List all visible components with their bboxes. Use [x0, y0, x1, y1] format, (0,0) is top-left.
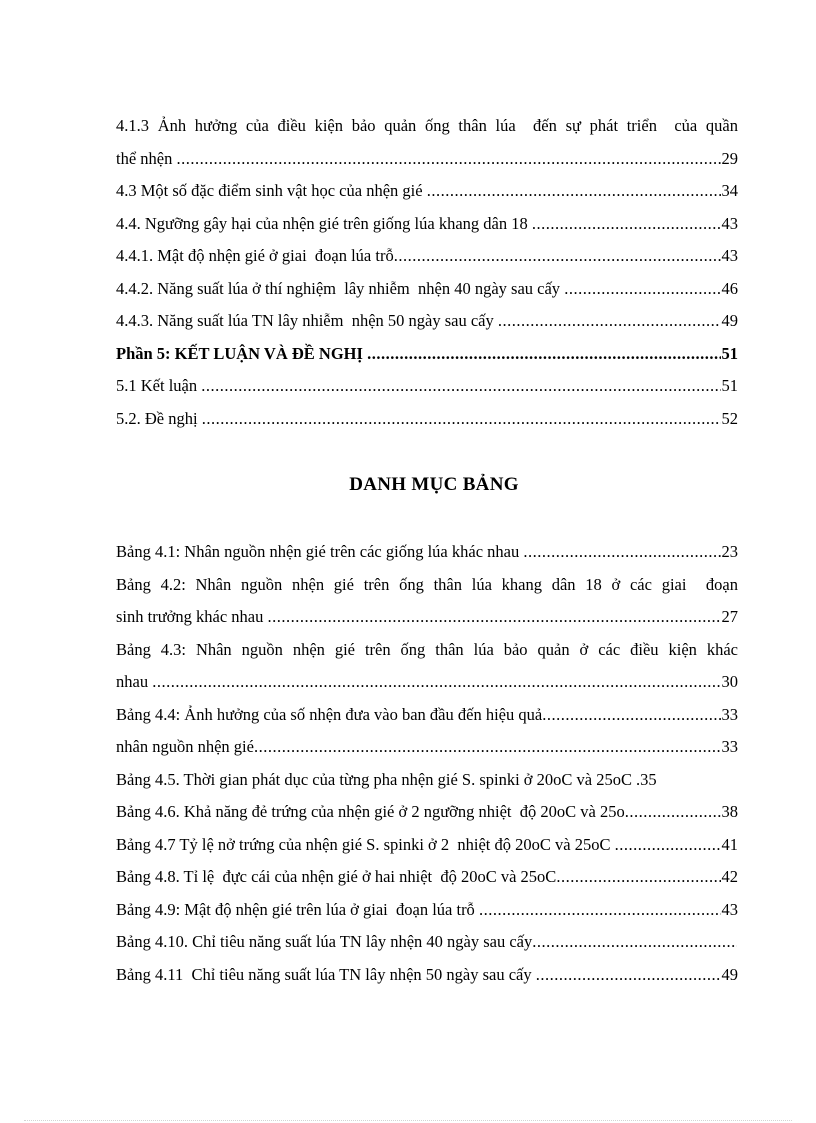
- table-page-number: 30: [721, 672, 738, 691]
- table-entry-4-9[interactable]: [116, 894, 738, 927]
- dot-leader: [202, 403, 721, 436]
- toc-entry-text: Phần 5: KẾT LUẬN VÀ ĐỀ NGHỊ: [116, 343, 368, 363]
- dot-leader: [394, 240, 721, 273]
- toc-entry-5-1[interactable]: [116, 370, 738, 403]
- toc-entry-4-3[interactable]: [116, 175, 738, 208]
- toc-page-number: 43: [721, 213, 738, 233]
- table-of-contents: [116, 110, 738, 435]
- toc-entry-text: 5.1 Kết luận: [116, 376, 202, 395]
- table-entry-4-2-cont[interactable]: [116, 601, 738, 634]
- table-entry-text: Bảng 4.9: Mật độ nhện gié trên lúa ở giai đoạn lúa trỗ: [116, 899, 479, 919]
- toc-entry-text: thể nhện: [116, 148, 177, 168]
- toc-entry-4-1-3-title: 4.1.3 Ảnh hưởng của điều kiện bảo quản ống thân lúa đến sự phát triển của quần: [116, 116, 738, 135]
- dot-leader: [367, 338, 720, 371]
- dot-leader: [532, 208, 721, 241]
- toc-page-number: 51: [721, 376, 738, 395]
- table-entry-4-4[interactable]: [116, 699, 738, 732]
- table-page-number: 42: [721, 867, 738, 886]
- dot-leader: [523, 536, 720, 569]
- table-entry-4-4-cont[interactable]: [116, 731, 738, 764]
- toc-entry-text: 4.4.3. Năng suất lúa TN lây nhiễm nhện 50 ngày sau cấy: [116, 311, 498, 330]
- toc-page-number: 49: [721, 311, 738, 330]
- table-entry-text: nhau: [116, 672, 153, 691]
- table-entry-text: Bảng 4.6. Khả năng đẻ trứng của nhện gié ở 2 ngưỡng nhiệt độ 20oC và 25o: [116, 802, 625, 821]
- table-page-number: 23: [721, 542, 738, 561]
- toc-entry-text: 4.4.2. Năng suất lúa ở thí nghiệm lây nhiễm nhện 40 ngày sau cấy: [116, 278, 565, 298]
- toc-page-number: 51: [721, 343, 738, 363]
- table-entry-text: nhân nguồn nhện gié: [116, 737, 254, 756]
- dot-leader: [498, 305, 721, 338]
- table-entry-text: Bảng 4.10. Chỉ tiêu năng suất lúa TN lây nhện 40 ngày sau cấy: [116, 932, 533, 951]
- table-entry-text: Bảng 4.5. Thời gian phát dục của từng pha nhện gié S. spinki ở 20oC và 25oC: [116, 769, 632, 789]
- toc-entry-text: 5.2. Đề nghị: [116, 408, 202, 428]
- table-entry-4-5[interactable]: [116, 764, 738, 797]
- toc-entry-4-4[interactable]: [116, 208, 738, 241]
- table-entry-4-1[interactable]: [116, 536, 738, 569]
- table-entry-4-8[interactable]: [116, 861, 738, 894]
- dot-leader: [615, 829, 721, 862]
- table-entry-4-3-cont[interactable]: [116, 666, 738, 699]
- table-page-number: .35: [636, 769, 657, 789]
- dot-leader: [176, 143, 720, 176]
- table-entry-4-10[interactable]: [116, 926, 738, 959]
- dot-leader: [625, 796, 721, 829]
- dot-leader: [532, 926, 737, 959]
- toc-entry-4-1-3-cont[interactable]: [116, 143, 738, 176]
- toc-entry-text: 4.3 Một số đặc điểm sinh vật học của nhện gié: [116, 181, 427, 200]
- page-bottom-divider: [24, 1120, 792, 1121]
- toc-page-number: 29: [721, 148, 738, 168]
- table-entry-4-2-title: Bảng 4.2: Nhân nguồn nhện gié trên ống thân lúa khang dân 18 ở các giai đoạn: [116, 574, 738, 594]
- dot-leader: [427, 175, 721, 208]
- toc-page-number: 43: [721, 246, 738, 265]
- dot-leader: [267, 601, 720, 634]
- toc-entry-part-5[interactable]: [116, 338, 738, 371]
- dot-leader: [152, 666, 720, 699]
- list-of-tables: [116, 536, 738, 991]
- table-entry-4-6[interactable]: [116, 796, 738, 829]
- heading-text: DANH MỤC BẢNG: [349, 474, 519, 495]
- table-page-number: 41: [721, 834, 738, 854]
- table-page-number: 27: [721, 607, 738, 626]
- toc-entry-4-4-1[interactable]: [116, 240, 738, 273]
- table-entry-text: Bảng 4.11 Chỉ tiêu năng suất lúa TN lây nhện 50 ngày sau cấy: [116, 964, 536, 984]
- toc-entry-text: 4.4. Ngưỡng gây hại của nhện gié trên giống lúa khang dân 18: [116, 213, 532, 233]
- toc-page-number: 52: [721, 408, 738, 428]
- dot-leader: [201, 370, 720, 403]
- table-entry-text: Bảng 4.4: Ảnh hưởng của số nhện đưa vào ban đầu đến hiệu quả: [116, 704, 543, 724]
- toc-page-number: 34: [721, 181, 738, 200]
- table-page-number: 49: [721, 964, 738, 984]
- table-entry-4-11[interactable]: [116, 959, 738, 992]
- table-entry-text: Bảng 4.7 Tỷ lệ nở trứng của nhện gié S. spinki ở 2 nhiệt độ 20oC và 25oC: [116, 834, 615, 854]
- dot-leader: [479, 894, 721, 927]
- table-entry-text: Bảng 4.1: Nhân nguồn nhện gié trên các giống lúa khác nhau: [116, 542, 524, 561]
- toc-entry-4-4-2[interactable]: [116, 273, 738, 306]
- table-page-number: 33: [721, 737, 738, 756]
- dot-leader: [536, 959, 721, 992]
- table-entry-text: Bảng 4.8. Tỉ lệ đực cái của nhện gié ở hai nhiệt độ 20oC và 25oC: [116, 867, 557, 886]
- dot-leader: [254, 731, 721, 764]
- table-page-number: 38: [721, 802, 738, 821]
- table-entry-4-7[interactable]: [116, 829, 738, 862]
- toc-entry-text: 4.4.1. Mật độ nhện gié ở giai đoạn lúa trỗ: [116, 246, 394, 265]
- dot-leader: [542, 699, 720, 732]
- dot-leader: [564, 273, 720, 306]
- table-page-number: 33: [721, 704, 738, 724]
- toc-page-number: 46: [721, 278, 738, 298]
- dot-leader: [556, 861, 720, 894]
- list-of-tables-heading: [0, 474, 816, 496]
- toc-entry-4-4-3[interactable]: [116, 305, 738, 338]
- toc-entry-5-2[interactable]: [116, 403, 738, 436]
- table-page-number: 43: [721, 899, 738, 919]
- table-entry-4-3-title: Bảng 4.3: Nhân nguồn nhện gié trên ống thân lúa bảo quản ở các điều kiện khác: [116, 639, 738, 659]
- table-entry-text: sinh trưởng khác nhau: [116, 607, 268, 626]
